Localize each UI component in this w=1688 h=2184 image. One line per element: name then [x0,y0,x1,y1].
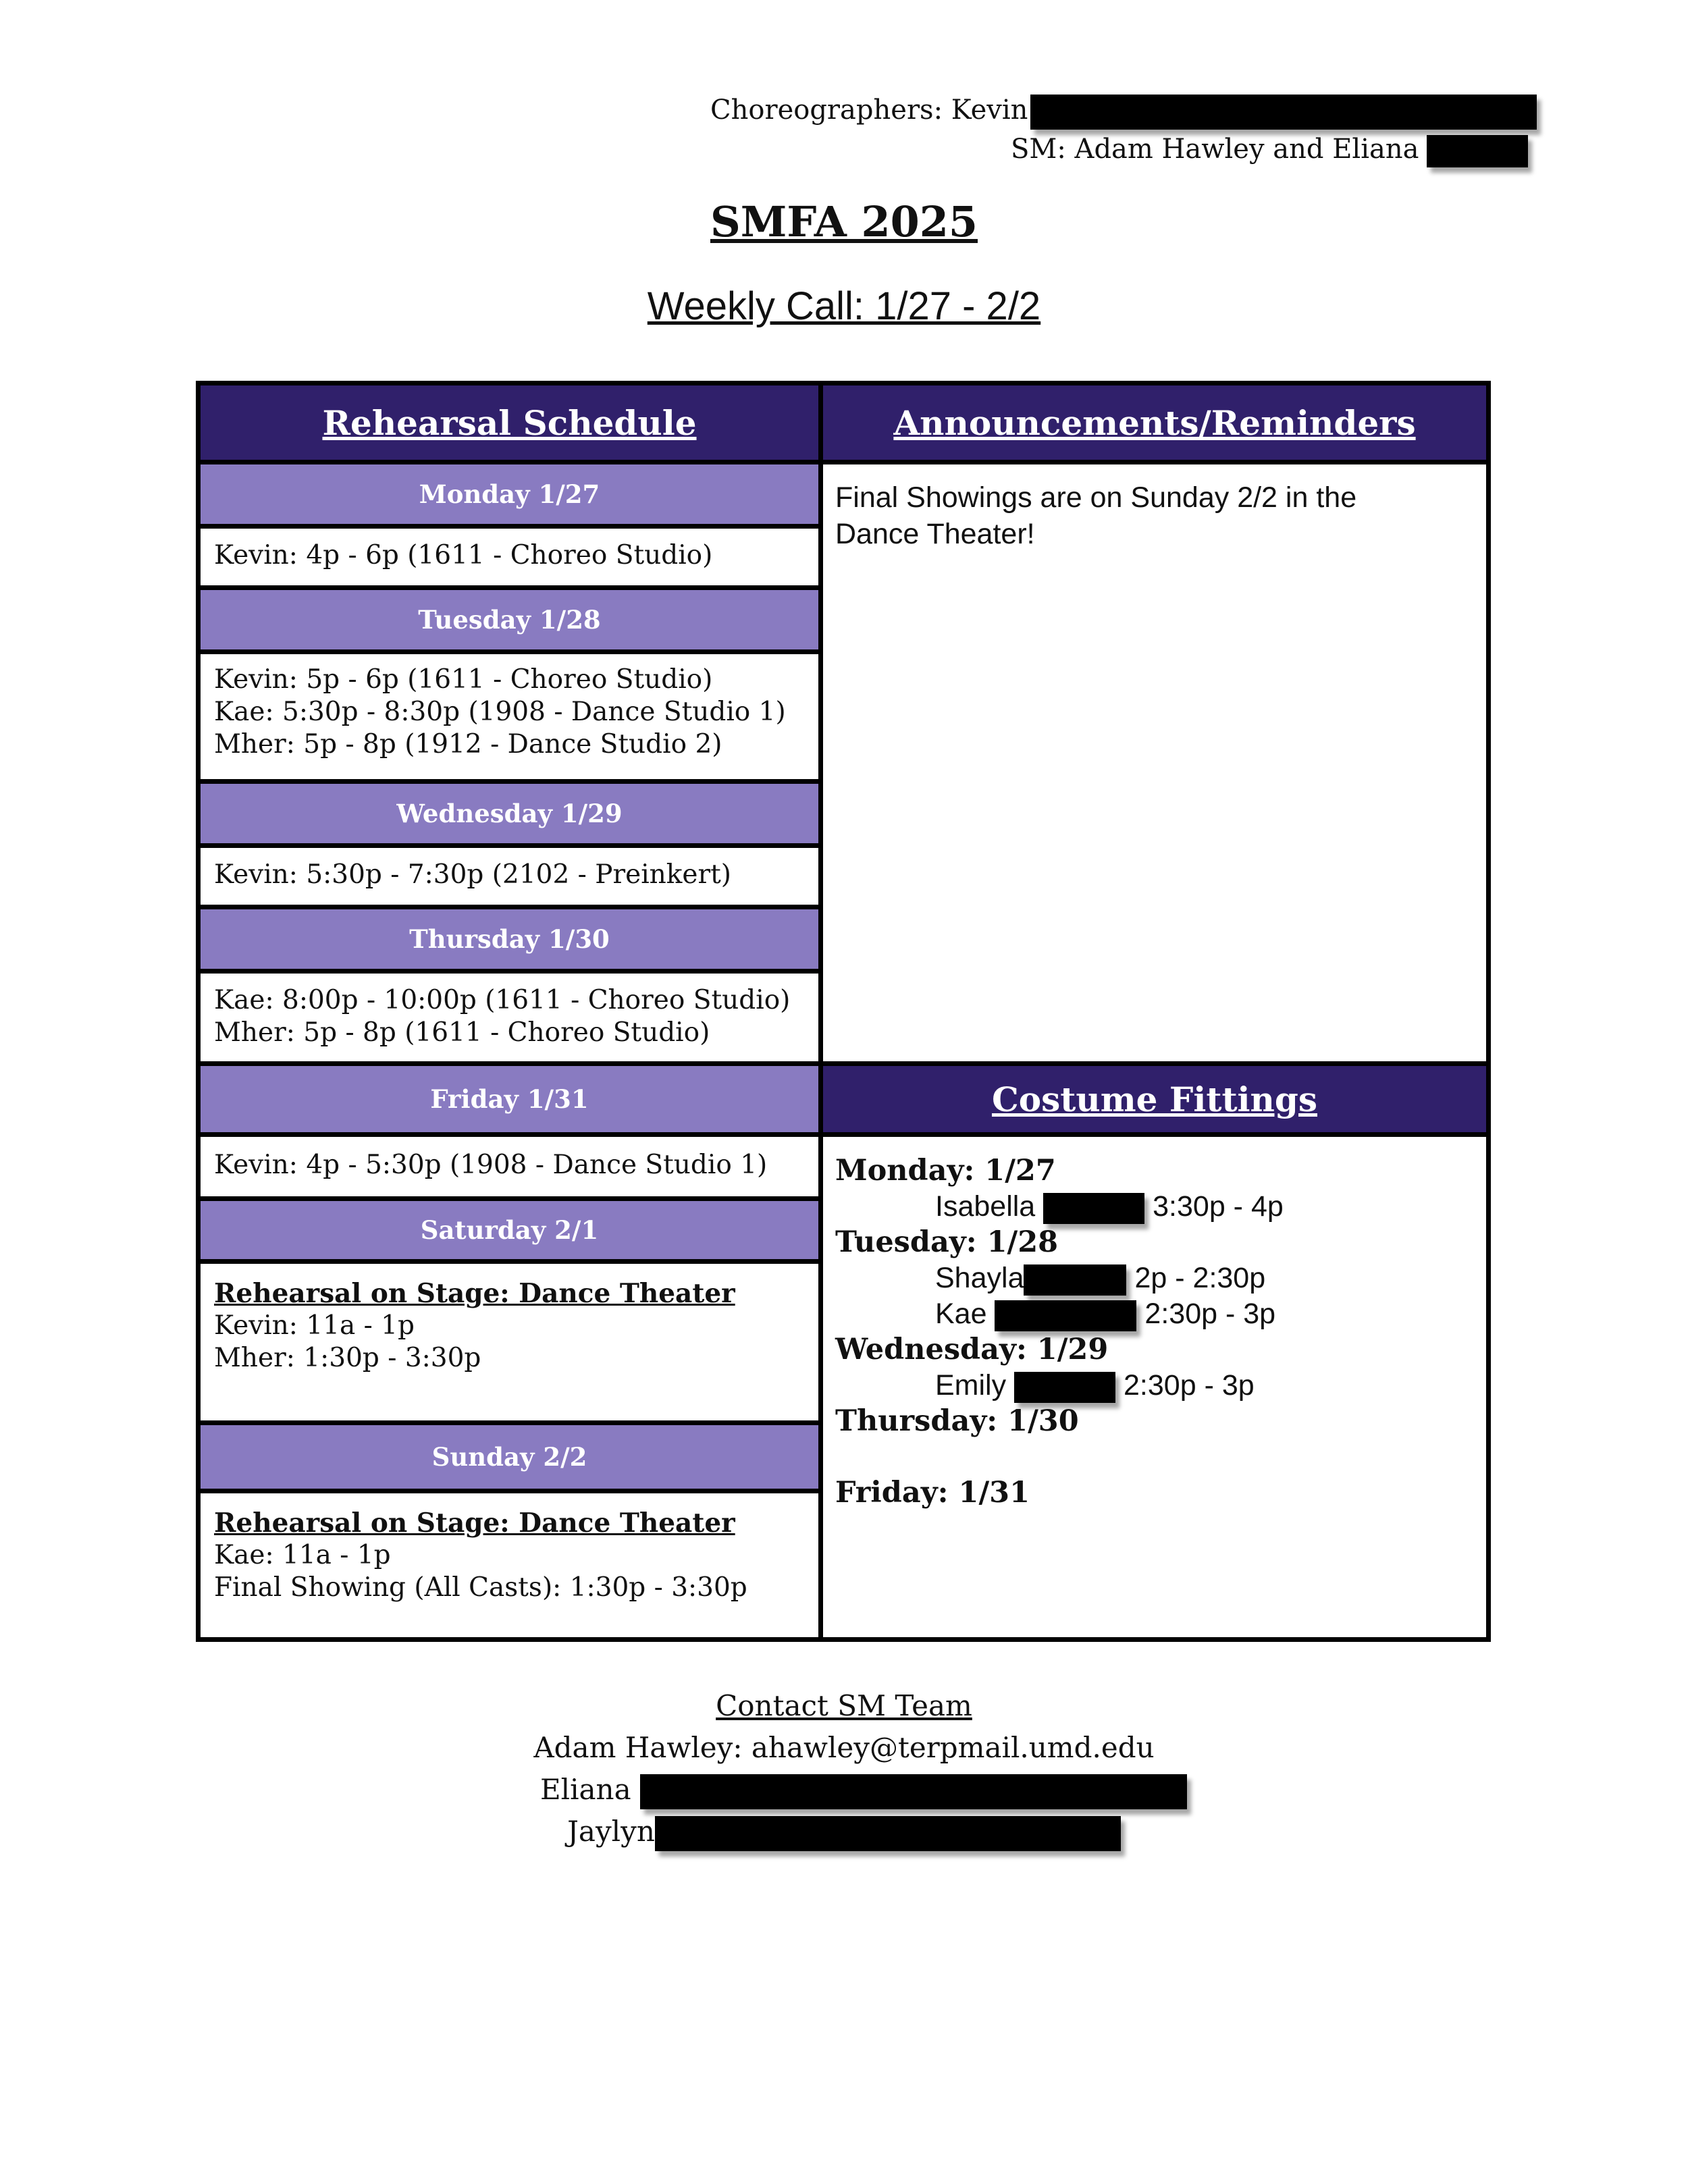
schedule-line: Kevin: 4p - 5:30p (1908 - Dance Studio 1) [214,1150,768,1180]
redaction-box [655,1816,1121,1851]
contact-eliana [39,1769,1688,1811]
costume-day-monday: Monday: 1/27 [835,1154,1056,1188]
person-name: Emily [935,1369,1007,1402]
contact-name: Jaylyn [567,1815,655,1848]
day-header-sunday: Sunday 2/2 [201,1425,818,1489]
day-body-friday [201,1137,818,1196]
schedule-line: Mher: 1:30p - 3:30p [214,1343,481,1373]
redaction-box [1043,1193,1144,1224]
rehearsal-schedule-heading: Rehearsal Schedule [201,385,818,460]
costume-day-wednesday: Wednesday: 1/29 [835,1333,1109,1366]
stage-rehearsal-heading: Rehearsal on Stage: Dance Theater [214,1508,735,1539]
contact-adam: Adam Hawley: ahawley@terpmail.umd.edu [533,1731,1155,1764]
choreographers-text: Choreographers: Kevin [710,95,1028,126]
day-header-monday: Monday 1/27 [201,464,818,524]
day-body-sunday [201,1493,818,1637]
choreographers-line [710,95,1537,130]
schedule-line: Kevin: 5p - 6p (1611 - Choreo Studio) [214,664,713,695]
stage-rehearsal-heading: Rehearsal on Stage: Dance Theater [214,1278,735,1309]
contact-name: Eliana [539,1773,631,1806]
redaction-box [1014,1372,1115,1403]
schedule-line: Kae: 11a - 1p [214,1540,391,1570]
schedule-line: Kevin: 4p - 6p (1611 - Choreo Studio) [214,540,713,570]
day-header-friday: Friday 1/31 [201,1066,818,1132]
contact-title: Contact SM Team [716,1689,972,1722]
day-header-thursday: Thursday 1/30 [201,909,818,969]
costume-day-friday: Friday: 1/31 [835,1476,1030,1510]
costume-entry [835,1296,1474,1332]
announcements-heading: Announcements/Reminders [823,385,1486,460]
schedule-line: Kevin: 11a - 1p [214,1310,415,1341]
costume-entry [835,1368,1474,1404]
schedule-line: Mher: 5p - 8p (1912 - Dance Studio 2) [214,729,722,760]
fitting-time: 3:30p - 4p [1153,1190,1284,1223]
day-body-thursday [201,974,818,1061]
costume-fittings-body [823,1137,1486,1637]
schedule-line: Final Showing (All Casts): 1:30p - 3:30p [214,1572,747,1603]
costume-entry [835,1260,1474,1296]
fitting-time: 2:30p - 3p [1124,1369,1255,1402]
day-header-tuesday: Tuesday 1/28 [201,590,818,649]
announcement-line: Dance Theater! [835,518,1035,550]
day-header-saturday: Saturday 2/1 [201,1201,818,1259]
person-name: Shayla [935,1262,1024,1294]
costume-entry [835,1189,1474,1225]
day-body-wednesday [201,848,818,905]
day-header-wednesday: Wednesday 1/29 [201,784,818,843]
costume-day-tuesday: Tuesday: 1/28 [835,1225,1059,1259]
day-body-saturday [201,1264,818,1420]
schedule-line: Kae: 8:00p - 10:00p (1611 - Choreo Studio) [214,985,791,1015]
redaction-box [1030,95,1537,130]
person-name: Isabella [935,1190,1036,1223]
person-name: Kae [935,1298,987,1330]
fitting-time: 2:30p - 3p [1144,1298,1276,1330]
costume-fittings-heading: Costume Fittings [823,1066,1486,1132]
stage-managers-text: SM: Adam Hawley and Eliana [1011,134,1419,165]
announcements-body [823,464,1486,1061]
costume-day-thursday: Thursday: 1/30 [835,1404,1079,1438]
page-subtitle: Weekly Call: 1/27 - 2/2 [647,284,1041,328]
redaction-box [640,1774,1187,1809]
contact-section [0,1685,1688,1853]
redaction-box [995,1300,1136,1331]
page-title: SMFA 2025 [710,197,978,246]
announcement-line: Final Showings are on Sunday 2/2 in the [835,481,1357,514]
schedule-table [196,381,1491,1642]
contact-jaylyn [0,1811,1688,1853]
schedule-line: Mher: 5p - 8p (1611 - Choreo Studio) [214,1017,710,1048]
schedule-line: Kevin: 5:30p - 7:30p (2102 - Preinkert) [214,859,732,890]
day-body-monday [201,529,818,585]
fitting-time: 2p - 2:30p [1134,1262,1266,1294]
day-body-tuesday [201,654,818,779]
schedule-line: Kae: 5:30p - 8:30p (1908 - Dance Studio 1) [214,697,786,727]
redaction-box [1024,1264,1126,1296]
redaction-box [1427,135,1528,167]
stage-managers-line [1011,134,1528,167]
